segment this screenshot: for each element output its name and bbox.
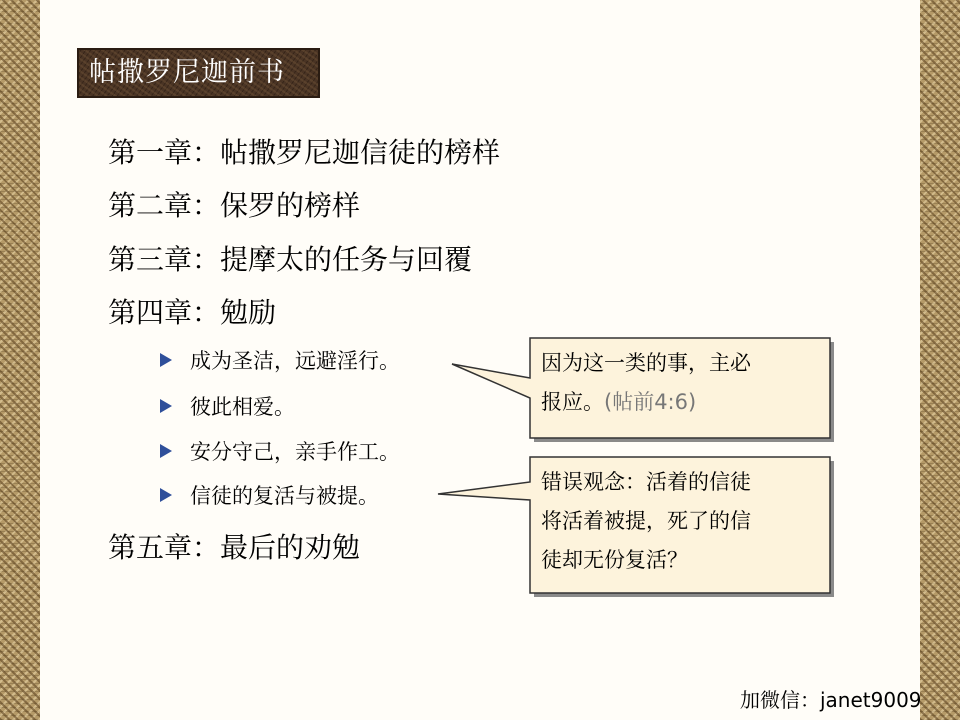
callout-2-line2: 将活着被提，死了的信 <box>541 509 751 533</box>
callout-2-text <box>541 463 751 580</box>
bullet-text: 信徒的复活与被提。 <box>190 484 379 508</box>
callout-2-line1: 错误观念：活着的信徒 <box>541 470 751 494</box>
callout-1-reference: (帖前4:6) <box>604 390 697 414</box>
callout-1-text <box>541 344 751 422</box>
bullet-text: 彼此相爱。 <box>190 395 295 419</box>
slide-title: 帖撒罗尼迦前书 <box>77 48 320 98</box>
chapter-4: 第四章：勉励 <box>108 296 277 329</box>
bullet-text: 安分守己，亲手作工。 <box>190 440 400 464</box>
footer-contact: 加微信：janet9009 <box>740 688 922 712</box>
chapter-2: 第二章：保罗的榜样 <box>108 189 361 222</box>
callout-2-line3: 徒却无份复活？ <box>541 548 688 572</box>
callout-1-line2 <box>541 383 751 422</box>
chapter-5: 第五章：最后的劝勉 <box>108 531 361 564</box>
callout-1-line2-main: 报应。 <box>541 390 604 414</box>
callout-1-line1: 因为这一类的事，主必 <box>541 351 751 375</box>
chapter-1: 第一章：帖撒罗尼迦信徒的榜样 <box>108 136 501 169</box>
bullet-text: 成为圣洁，远避淫行。 <box>190 349 400 373</box>
chapter-3: 第三章：提摩太的任务与回覆 <box>108 243 473 276</box>
